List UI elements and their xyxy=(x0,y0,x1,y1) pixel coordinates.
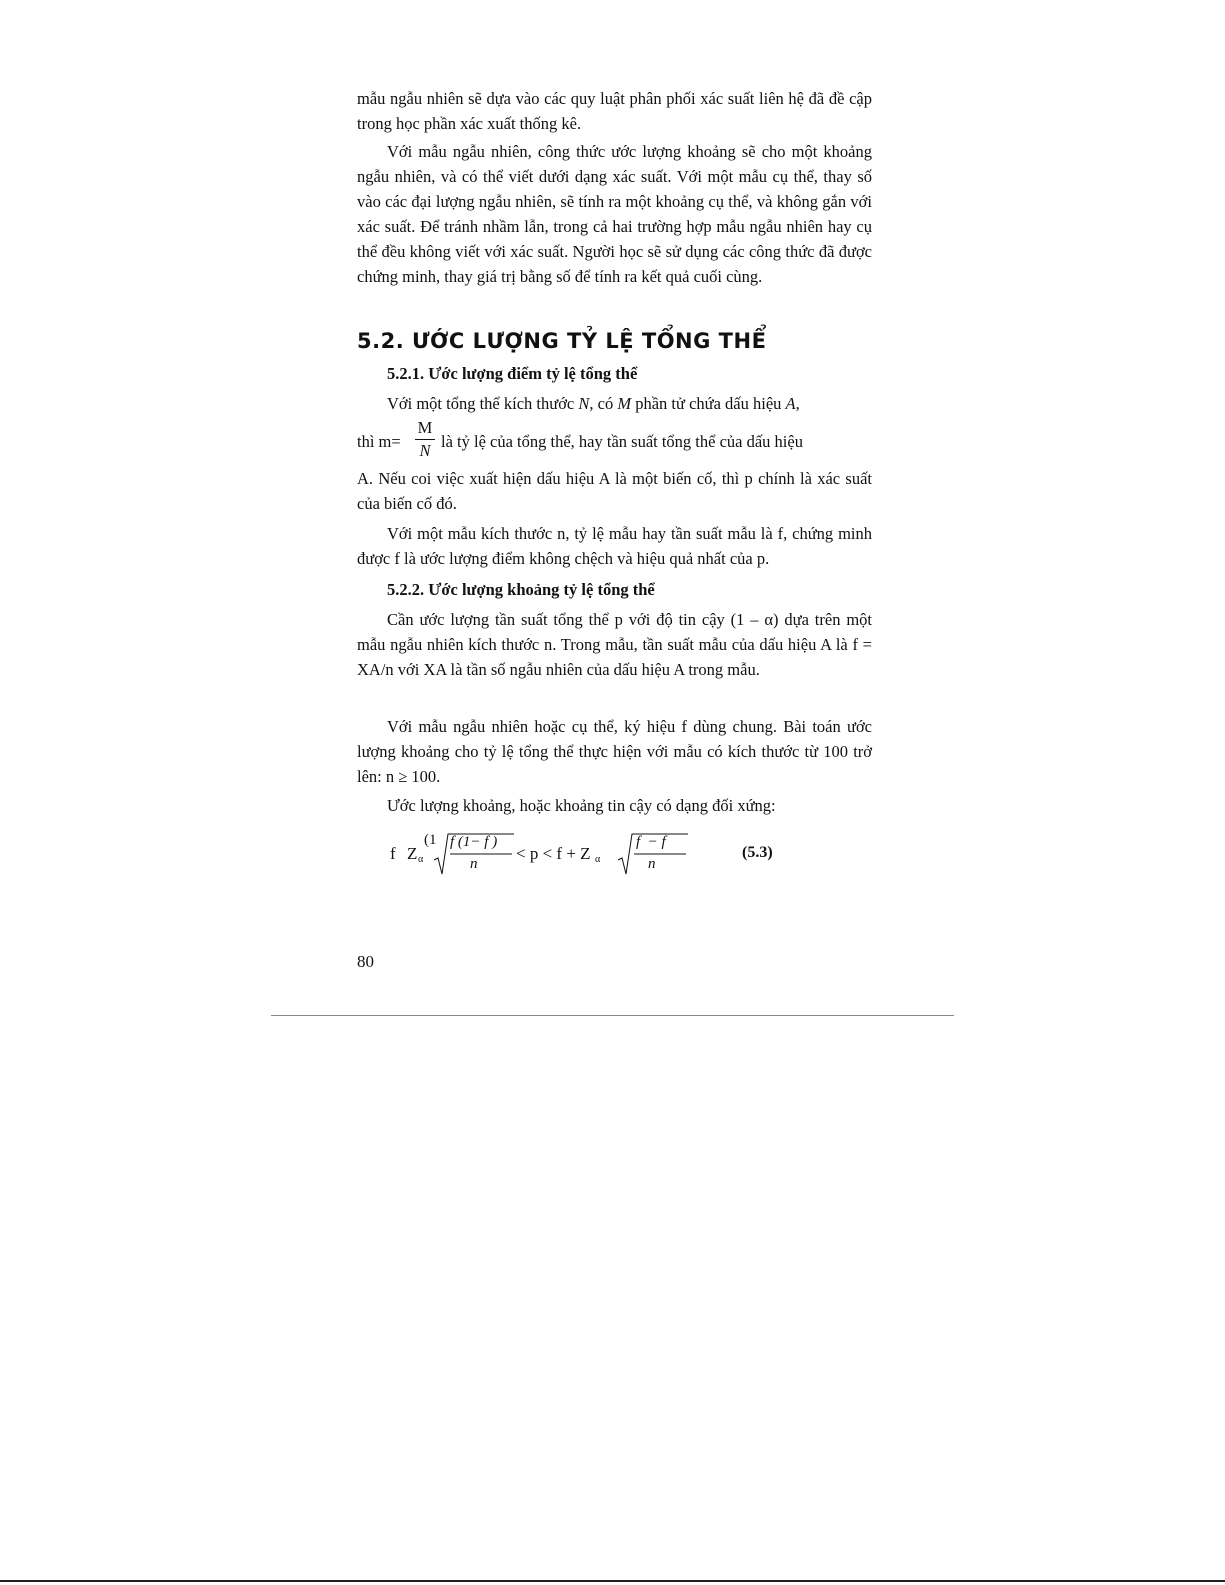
formula-numerator-right: f − f xyxy=(636,834,666,850)
m-fraction xyxy=(415,418,435,461)
equation-label: (5.3) xyxy=(742,844,773,861)
formula-numerator-left: f (1− f ) xyxy=(450,834,498,850)
thi-m-label: thì m= xyxy=(357,432,401,451)
sub2-paragraph-2: Với mẫu ngẫu nhiên hoặc cụ thể, ký hiệu f dùng chung. Bài toán ước lượng khoảng cho tỷ lệ tổng thể thực hiện với mẫu có kích thước từ 100 trở lên: n ≥ 100. xyxy=(357,717,872,786)
formula-denominator-right: n xyxy=(648,856,656,872)
formula-f-left: f xyxy=(390,844,396,863)
sub1-definition-text: là tỷ lệ của tổng thể, hay tần suất tổng thể của dấu hiệu xyxy=(441,432,803,451)
sub1-paragraph-3: Với một mẫu kích thước n, tỷ lệ mẫu hay tần suất mẫu là f, chứng minh được f là ước lượng điểm không chệch và hiệu quả nhất của p. xyxy=(357,524,872,568)
fraction-numerator: M xyxy=(417,418,433,437)
intro-paragraph-2: Với mẫu ngẫu nhiên, công thức ước lượng khoảng sẽ cho một khoảng ngẫu nhiên, và có thể viết dưới dạng xác suất. Với một mẫu cụ thể, thay số vào các đại lượng ngẫu nhiên, sẽ tính ra một khoảng cụ thể, và không gắn với xác suất. Để tránh nhầm lẫn, trong cả hai trường hợp mẫu ngẫu nhiên hay cụ thể đều không viết với xác suất. Người học sẽ sử dụng các công thức đã được chứng minh, thay giá trị bằng số để tính ra kết quả cuối cùng. xyxy=(357,142,872,286)
formula-z-left: Z xyxy=(407,844,418,863)
subsection-heading-1: 5.2.1. Ước lượng điểm tỷ lệ tổng thể xyxy=(387,364,638,383)
formula-middle: < p < f + Z xyxy=(516,844,591,863)
sub2-paragraph-1: Cần ước lượng tần suất tổng thể p với độ tin cậy (1 – α) dựa trên một mẫu ngẫu nhiên kích thước n. Trong mẫu, tần suất mẫu của dấu hiệu A là f = XA/n với XA là tần số ngẫu nhiên của dấu hiệu A trong mẫu. xyxy=(357,610,872,679)
page-number: 80 xyxy=(357,952,374,971)
confidence-interval-formula xyxy=(390,832,870,882)
sub2-paragraph-3: Ước lượng khoảng, hoặc khoảng tin cậy có dạng đối xứng: xyxy=(387,796,776,815)
formula-alpha-right: α xyxy=(595,854,601,865)
sub1-paragraph-1: Với một tổng thể kích thước N, có M phần tử chứa dấu hiệu A, xyxy=(387,394,800,413)
section-heading: 5.2. ƯỚC LƯỢNG TỶ LỆ TỔNG THỂ xyxy=(357,329,767,353)
formula-denominator-left: n xyxy=(470,856,478,872)
fraction-denominator: N xyxy=(419,441,431,460)
formula-alpha-left: α xyxy=(418,854,424,865)
formula-paren: (1 xyxy=(424,832,437,848)
page-divider xyxy=(271,1015,954,1016)
sub1-paragraph-2: A. Nếu coi việc xuất hiện dấu hiệu A là một biến cố, thì p chính là xác suất của biến cố đó. xyxy=(357,469,872,513)
intro-paragraph-1: mẫu ngẫu nhiên sẽ dựa vào các quy luật phân phối xác suất liên hệ đã đề cập trong học phần xác xuất thống kê. xyxy=(357,89,872,133)
bottom-border xyxy=(0,1580,1225,1582)
subsection-heading-2: 5.2.2. Ước lượng khoảng tỷ lệ tổng thể xyxy=(387,580,655,599)
